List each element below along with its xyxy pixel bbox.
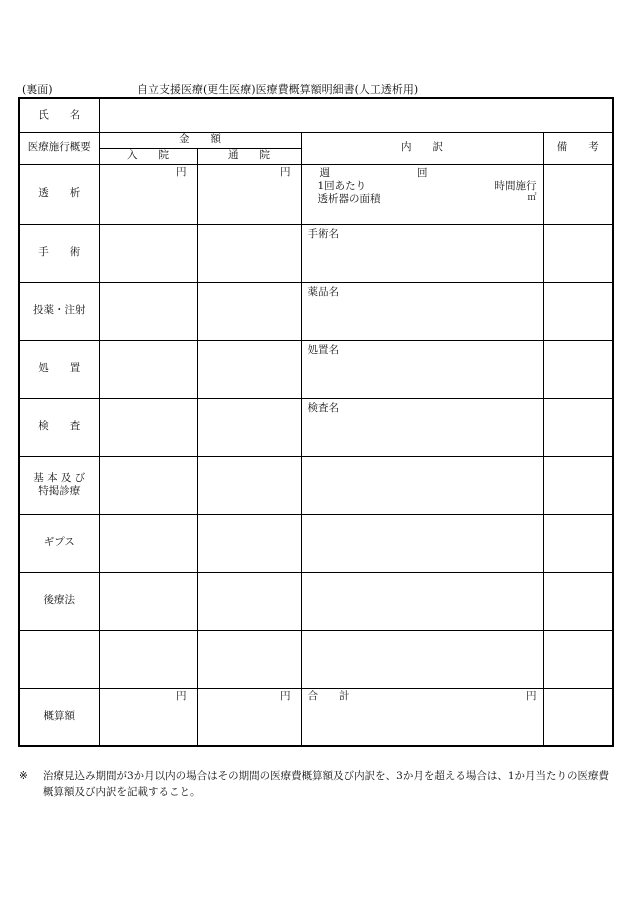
- per-session-label: 1回あたり: [317, 179, 367, 192]
- basic-label: [19, 456, 99, 514]
- aftercare-remarks[interactable]: [543, 572, 613, 630]
- procedure-breakdown[interactable]: [301, 340, 543, 398]
- area-unit-label: ㎡: [527, 192, 537, 203]
- medication-label: 投薬・注射: [19, 282, 99, 340]
- footnote-mark: ※: [19, 770, 28, 782]
- basic-label-line1: 基 本 及 び: [33, 471, 86, 484]
- outpatient-header: 通 院: [197, 148, 301, 164]
- cast-outpatient-amount[interactable]: [197, 514, 301, 572]
- footnote-text: 治療見込み期間が3か月以内の場合はその期間の医療費概算額及び内訳を、3か月を超える場合は、1か月当たりの医療費概算額及び内訳を記載すること。: [43, 770, 610, 799]
- cast-label: ギプス: [19, 514, 99, 572]
- basic-row: [19, 456, 613, 514]
- times-label: 回: [417, 166, 428, 179]
- blank-remarks[interactable]: [543, 630, 613, 688]
- total-inpatient-amount[interactable]: [99, 688, 197, 746]
- estimate-label: 概算額: [19, 688, 99, 746]
- examination-outpatient-amount[interactable]: [197, 398, 301, 456]
- amount-header: 金 額: [99, 132, 301, 148]
- aftercare-label: 後療法: [19, 572, 99, 630]
- examination-breakdown[interactable]: [301, 398, 543, 456]
- yen-unit: 円: [176, 689, 187, 702]
- examination-remarks[interactable]: [543, 398, 613, 456]
- aftercare-inpatient-amount[interactable]: [99, 572, 197, 630]
- cast-row: [19, 514, 613, 572]
- medication-remarks[interactable]: [543, 282, 613, 340]
- basic-inpatient-amount[interactable]: [99, 456, 197, 514]
- basic-breakdown[interactable]: [301, 456, 543, 514]
- total-row: [19, 688, 613, 746]
- drug-name-label: 薬品名: [307, 285, 339, 298]
- procedure-label: 処 置: [19, 340, 99, 398]
- total-outpatient-amount[interactable]: [197, 688, 301, 746]
- blank-inpatient-amount[interactable]: [99, 630, 197, 688]
- cast-inpatient-amount[interactable]: [99, 514, 197, 572]
- cost-estimate-table: [18, 97, 614, 747]
- procedure-row: [19, 340, 613, 398]
- form-title: 自立支援医療(更生医療)医療費概算額明細書(人工透析用): [137, 83, 419, 96]
- page-side-label: (裏面): [22, 83, 53, 96]
- dialysis-outpatient-amount[interactable]: [197, 164, 301, 224]
- name-field[interactable]: [99, 98, 613, 132]
- total-remarks[interactable]: [543, 688, 613, 746]
- dialyzer-area-label: 透析器の面積: [317, 192, 381, 205]
- name-label: 氏 名: [19, 98, 99, 132]
- yen-unit: 円: [176, 165, 187, 178]
- dialysis-inpatient-amount[interactable]: [99, 164, 197, 224]
- medication-outpatient-amount[interactable]: [197, 282, 301, 340]
- medication-inpatient-amount[interactable]: [99, 282, 197, 340]
- surgery-outpatient-amount[interactable]: [197, 224, 301, 282]
- procedure-name-label: 処置名: [307, 343, 339, 356]
- basic-remarks[interactable]: [543, 456, 613, 514]
- grand-total-label: 合 計: [307, 689, 350, 702]
- column-header-row: [19, 132, 613, 148]
- procedure-inpatient-amount[interactable]: [99, 340, 197, 398]
- basic-outpatient-amount[interactable]: [197, 456, 301, 514]
- surgery-label: 手 術: [19, 224, 99, 282]
- examination-inpatient-amount[interactable]: [99, 398, 197, 456]
- surgery-name-label: 手術名: [307, 227, 339, 240]
- surgery-breakdown[interactable]: [301, 224, 543, 282]
- yen-unit: 円: [280, 165, 291, 178]
- breakdown-header: 内 訳: [301, 132, 543, 164]
- examination-row: [19, 398, 613, 456]
- examination-label: 検 査: [19, 398, 99, 456]
- yen-unit: 円: [280, 689, 291, 702]
- medication-row: [19, 282, 613, 340]
- blank-breakdown[interactable]: [301, 630, 543, 688]
- aftercare-breakdown[interactable]: [301, 572, 543, 630]
- overview-label: 医療施行概要: [19, 132, 99, 164]
- inpatient-header: 入 院: [99, 148, 197, 164]
- hours-performed-label: 時間施行: [494, 179, 537, 192]
- dialysis-row: [19, 164, 613, 224]
- cast-breakdown[interactable]: [301, 514, 543, 572]
- dialysis-breakdown[interactable]: [301, 164, 543, 224]
- grand-total-cell[interactable]: [301, 688, 543, 746]
- surgery-inpatient-amount[interactable]: [99, 224, 197, 282]
- medication-breakdown[interactable]: [301, 282, 543, 340]
- exam-name-label: 検査名: [307, 401, 339, 414]
- basic-label-line2: 特掲診療: [38, 485, 81, 497]
- aftercare-outpatient-amount[interactable]: [197, 572, 301, 630]
- surgery-remarks[interactable]: [543, 224, 613, 282]
- dialysis-remarks[interactable]: [543, 164, 613, 224]
- name-row: [19, 98, 613, 132]
- yen-unit: 円: [526, 689, 537, 702]
- procedure-outpatient-amount[interactable]: [197, 340, 301, 398]
- week-label: 週: [319, 166, 330, 179]
- cast-remarks[interactable]: [543, 514, 613, 572]
- procedure-remarks[interactable]: [543, 340, 613, 398]
- surgery-row: [19, 224, 613, 282]
- dialysis-label: 透 析: [19, 164, 99, 224]
- blank-outpatient-amount[interactable]: [197, 630, 301, 688]
- blank-row: [19, 630, 613, 688]
- remarks-header: 備 考: [543, 132, 613, 164]
- aftercare-row: [19, 572, 613, 630]
- blank-label[interactable]: [19, 630, 99, 688]
